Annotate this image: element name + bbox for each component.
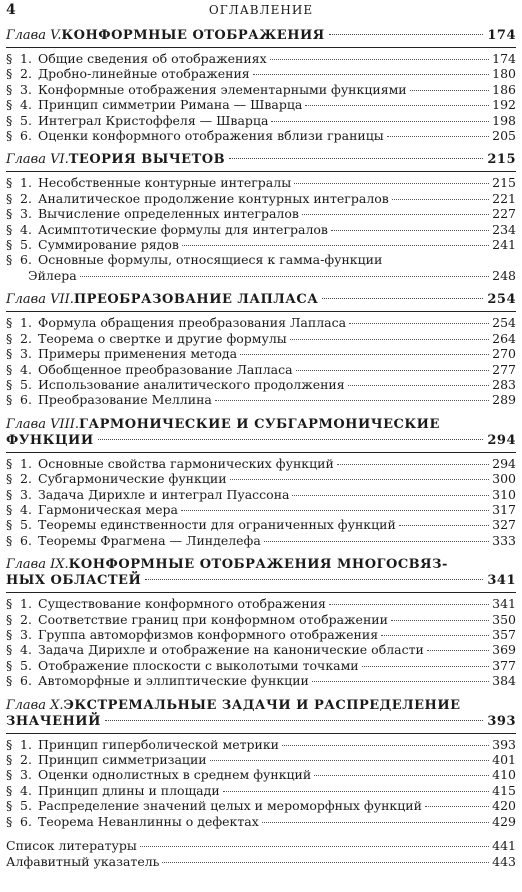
toc-entry[interactable]	[6, 502, 516, 517]
toc-entry[interactable]	[6, 191, 516, 206]
toc-entry[interactable]	[6, 783, 516, 798]
toc-entry[interactable]	[6, 838, 516, 854]
toc-entry[interactable]	[6, 377, 516, 392]
dot-leader	[181, 510, 489, 511]
section-sign: §	[6, 206, 13, 222]
section-page: 420	[492, 798, 516, 814]
chapter-block	[6, 292, 516, 407]
section-sign: §	[6, 657, 13, 673]
toc-entry[interactable]	[6, 517, 516, 532]
dot-leader	[425, 806, 489, 807]
section-sign: §	[6, 736, 13, 752]
chapter-heading	[6, 417, 516, 453]
toc-entry[interactable]	[6, 456, 516, 471]
section-sign: §	[6, 798, 13, 814]
dot-leader	[329, 604, 489, 605]
section-number: 2.	[20, 190, 32, 206]
section-number: 3.	[20, 626, 32, 642]
section-number: 1.	[20, 51, 32, 66]
dot-leader	[271, 121, 489, 122]
dot-leader	[322, 298, 483, 299]
section-number: 5.	[20, 376, 32, 392]
section-number: 5.	[20, 517, 32, 533]
chapter-label: Глава VIII.	[6, 416, 80, 432]
chapter-label: Глава IX.	[6, 557, 69, 573]
toc-entry[interactable]	[6, 487, 516, 502]
section-page: 174	[492, 51, 516, 66]
section-sign: §	[6, 237, 13, 253]
section-title: Аналитическое продолжение контурных интегралов	[38, 190, 389, 206]
section-title: Интеграл Кристоффеля — Шварца	[38, 112, 269, 128]
table-of-contents	[6, 28, 516, 870]
section-sign: §	[6, 767, 13, 783]
section-title: Оценки однолистных в среднем функций	[38, 767, 312, 783]
section-sign: §	[6, 517, 13, 533]
section-page: 377	[492, 657, 516, 673]
dot-leader	[223, 791, 489, 792]
section-sign: §	[6, 486, 13, 502]
section-title: Принцип симметрии Римана — Шварца	[38, 97, 303, 113]
chapter-page: 215	[487, 152, 516, 168]
chapter-title-cont: ФУНКЦИИ	[6, 432, 94, 448]
dot-leader	[282, 745, 489, 746]
section-sign: §	[6, 97, 13, 113]
toc-entry[interactable]	[6, 658, 516, 673]
toc-entry[interactable]	[6, 315, 516, 330]
dot-leader	[98, 439, 484, 440]
chapter-heading	[6, 557, 516, 593]
chapter-label: Глава VII.	[6, 292, 74, 308]
chapter-heading-line	[6, 698, 516, 714]
chapter-label: Глава VI.	[6, 152, 69, 168]
dot-leader	[145, 579, 483, 580]
section-title: Теорема о свертке и другие формулы	[38, 330, 287, 346]
section-sign: §	[6, 642, 13, 658]
toc-entry[interactable]	[6, 673, 516, 688]
section-sign: §	[6, 66, 13, 82]
section-number: 6.	[20, 392, 32, 408]
section-page: 283	[492, 376, 516, 392]
toc-entry[interactable]	[6, 51, 516, 66]
chapter-heading-line	[6, 28, 516, 44]
chapter-heading-line	[6, 573, 516, 589]
section-page: 384	[492, 673, 516, 689]
toc-entry[interactable]	[6, 346, 516, 361]
section-page: 180	[492, 66, 516, 82]
toc-entry[interactable]	[6, 128, 516, 143]
dot-leader	[264, 541, 489, 542]
section-number: 2.	[20, 752, 32, 767]
chapter-page: 174	[487, 28, 516, 43]
section-page: 192	[492, 97, 516, 113]
section-title: Асимптотические формулы для интегралов	[38, 221, 328, 237]
section-sign: §	[6, 392, 13, 408]
chapter-title: ПРЕОБРАЗОВАНИЕ ЛАПЛАСА	[73, 292, 319, 308]
chapter-label: Глава V.	[6, 28, 62, 43]
section-title: Общие сведения об отображениях	[38, 51, 267, 66]
dot-leader	[140, 846, 489, 847]
chapter-heading-line	[6, 292, 516, 308]
dot-leader	[427, 650, 489, 651]
section-sign: §	[6, 532, 13, 548]
section-sign: §	[6, 175, 13, 191]
dot-leader	[290, 339, 489, 340]
chapter-block	[6, 152, 516, 283]
section-page: 393	[492, 736, 516, 752]
section-number: 3.	[20, 206, 32, 222]
chapter-title: КОНФОРМНЫЕ ОТОБРАЖЕНИЯ МНОГОСВЯЗ-	[68, 557, 448, 573]
toc-entry[interactable]	[6, 66, 516, 81]
section-title: Задача Дирихле и отображение на канонические области	[38, 642, 424, 658]
section-page: 289	[492, 392, 516, 408]
chapter-block	[6, 698, 516, 829]
section-number: 1.	[20, 315, 32, 331]
section-number: 1.	[20, 736, 32, 752]
toc-entry[interactable]	[6, 331, 516, 346]
section-title: Теоремы единственности для ограниченных функций	[38, 517, 396, 533]
section-number: 5.	[20, 112, 32, 128]
dot-leader	[312, 681, 489, 682]
section-sign: §	[6, 128, 13, 144]
toc-entry[interactable]	[6, 471, 516, 486]
section-title: Автоморфные и эллиптические функции	[38, 673, 309, 689]
section-title: Суммирование рядов	[38, 237, 179, 253]
section-page: 221	[492, 190, 516, 206]
dot-leader	[253, 74, 489, 75]
back-matter	[6, 838, 516, 870]
chapter-page: 294	[487, 432, 516, 448]
chapter-block	[6, 557, 516, 688]
dot-leader	[329, 34, 484, 35]
section-page: 415	[492, 782, 516, 798]
section-page: 248	[492, 267, 516, 283]
chapter-title: КОНФОРМНЫЕ ОТОБРАЖЕНИЯ	[61, 28, 325, 43]
dot-leader	[294, 183, 489, 184]
section-title: Примеры применения метода	[38, 346, 238, 362]
toc-entry[interactable]	[6, 82, 516, 97]
section-number: 6.	[20, 252, 32, 268]
dot-leader	[362, 666, 489, 667]
section-number: 4.	[20, 97, 32, 113]
back-matter-page: 443	[492, 854, 516, 870]
dot-leader	[348, 385, 489, 386]
toc-entry[interactable]	[6, 97, 516, 112]
section-title: Принцип длины и площади	[38, 782, 220, 798]
dot-leader	[80, 276, 489, 277]
section-title: Несобственные контурные интегралы	[38, 175, 292, 191]
section-number: 3.	[20, 81, 32, 97]
section-sign: §	[6, 782, 13, 798]
section-page: 254	[492, 315, 516, 331]
dot-leader	[270, 59, 489, 60]
dot-leader	[399, 525, 489, 526]
section-title: Использование аналитического продолжения	[38, 376, 345, 392]
section-number: 4.	[20, 361, 32, 377]
back-matter-title: Список литературы	[6, 838, 137, 854]
dot-leader	[391, 620, 489, 621]
section-number: 4.	[20, 642, 32, 658]
section-number: 4.	[20, 221, 32, 237]
dot-leader	[262, 822, 489, 823]
section-sign: §	[6, 673, 13, 689]
dot-leader	[229, 158, 483, 159]
section-title: Обобщенное преобразование Лапласа	[38, 361, 293, 377]
toc-entry[interactable]	[6, 252, 516, 267]
dot-leader	[410, 90, 489, 91]
section-number: 2.	[20, 330, 32, 346]
chapter-heading-line	[6, 433, 516, 449]
toc-entry[interactable]	[6, 533, 516, 548]
toc-entry[interactable]	[6, 362, 516, 377]
toc-page	[6, 0, 516, 870]
section-number: 3.	[20, 346, 32, 362]
section-sign: §	[6, 361, 13, 377]
section-title: Задача Дирихле и интеграл Пуассона	[38, 486, 290, 502]
section-number: 6.	[20, 128, 32, 144]
section-sign: §	[6, 455, 13, 471]
dot-leader	[182, 245, 489, 246]
chapter-heading-line	[6, 152, 516, 168]
toc-entry[interactable]	[6, 737, 516, 752]
chapter-title: ТЕОРИЯ ВЫЧЕТОВ	[68, 152, 226, 168]
section-sign: §	[6, 190, 13, 206]
chapter-heading	[6, 152, 516, 172]
section-page: 294	[492, 455, 516, 471]
section-title: Группа автоморфизмов конформного отображения	[38, 626, 379, 642]
section-page: 401	[492, 752, 516, 767]
section-sign: §	[6, 346, 13, 362]
chapter-block	[6, 417, 516, 548]
section-sign: §	[6, 376, 13, 392]
chapter-title: ЭКСТРЕМАЛЬНЫЕ ЗАДАЧИ И РАСПРЕДЕЛЕНИЕ	[63, 697, 461, 713]
toc-entry[interactable]	[6, 854, 516, 870]
section-sign: §	[6, 471, 13, 487]
section-page: 198	[492, 112, 516, 128]
section-number: 5.	[20, 237, 32, 253]
section-title: Существование конформного отображения	[38, 596, 326, 612]
section-sign: §	[6, 221, 13, 237]
dot-leader	[302, 214, 489, 215]
section-page: 369	[492, 642, 516, 658]
dot-leader	[230, 479, 489, 480]
chapter-title-cont: ЗНАЧЕНИЙ	[6, 713, 101, 729]
section-page: 270	[492, 346, 516, 362]
section-sign: §	[6, 752, 13, 767]
section-page: 215	[492, 175, 516, 191]
toc-entry[interactable]	[6, 642, 516, 657]
toc-entry[interactable]	[6, 392, 516, 407]
section-page: 327	[492, 517, 516, 533]
back-matter-title: Алфавитный указатель	[6, 854, 160, 870]
section-page: 234	[492, 221, 516, 237]
section-number: 4.	[20, 501, 32, 517]
toc-entry[interactable]	[6, 237, 516, 252]
section-number: 2.	[20, 471, 32, 487]
page-header	[6, 2, 516, 18]
section-title: Эйлера	[28, 267, 77, 283]
dot-leader	[292, 495, 489, 496]
chapter-page: 341	[487, 573, 516, 589]
section-page: 205	[492, 128, 516, 144]
section-title: Преобразование Меллина	[38, 392, 212, 408]
chapter-heading-line	[6, 417, 516, 433]
toc-entry[interactable]	[6, 113, 516, 128]
section-page: 264	[492, 330, 516, 346]
section-title: Дробно-линейные отображения	[38, 66, 250, 82]
section-number: 1.	[20, 596, 32, 612]
chapter-label: Глава X.	[6, 697, 64, 713]
section-sign: §	[6, 112, 13, 128]
page-number: 4	[6, 2, 17, 18]
dot-leader	[381, 635, 489, 636]
dot-leader	[215, 400, 489, 401]
chapter-heading	[6, 28, 516, 48]
section-title: Основные формулы, относящиеся к гамма-функции	[38, 252, 383, 268]
toc-entry[interactable]	[6, 222, 516, 237]
chapter-heading-line	[6, 557, 516, 573]
section-sign: §	[6, 315, 13, 331]
chapter-heading	[6, 698, 516, 734]
section-number: 2.	[20, 66, 32, 82]
section-page: 341	[492, 596, 516, 612]
section-number: 5.	[20, 657, 32, 673]
section-title: Отображение плоскости с выколотыми точками	[38, 657, 359, 673]
section-page: 241	[492, 237, 516, 253]
toc-entry[interactable]	[6, 798, 516, 813]
chapter-page: 254	[487, 292, 516, 308]
dot-leader	[331, 230, 489, 231]
chapter-title-cont: НЫХ ОБЛАСТЕЙ	[6, 573, 142, 589]
section-title: Субгармонические функции	[38, 471, 227, 487]
dot-leader	[305, 105, 489, 106]
dot-leader	[105, 720, 483, 721]
chapter-heading-line	[6, 714, 516, 730]
section-number: 5.	[20, 798, 32, 814]
chapter-title: ГАРМОНИЧЕСКИЕ И СУБГАРМОНИЧЕСКИЕ	[79, 416, 440, 432]
chapter-page: 393	[487, 713, 516, 729]
section-number: 2.	[20, 611, 32, 627]
section-number: 1.	[20, 455, 32, 471]
section-page: 186	[492, 81, 516, 97]
section-page: 317	[492, 501, 516, 517]
section-number: 3.	[20, 767, 32, 783]
toc-entry[interactable]	[6, 814, 516, 829]
section-sign: §	[6, 81, 13, 97]
dot-leader	[314, 775, 489, 776]
section-sign: §	[6, 813, 13, 829]
section-sign: §	[6, 51, 13, 66]
section-number: 6.	[20, 673, 32, 689]
toc-entry[interactable]	[6, 612, 516, 627]
dot-leader	[162, 862, 489, 863]
dot-leader	[349, 323, 489, 324]
section-number: 6.	[20, 532, 32, 548]
toc-entry[interactable]	[6, 175, 516, 190]
section-title: Теоремы Фрагмена — Линделефа	[38, 532, 261, 548]
section-sign: §	[6, 330, 13, 346]
section-title: Формула обращения преобразования Лапласа	[38, 315, 347, 331]
toc-entry[interactable]	[6, 206, 516, 221]
section-page: 350	[492, 611, 516, 627]
section-title: Основные свойства гармонических функций	[38, 455, 334, 471]
section-title: Распределение значений целых и мероморфных функций	[38, 798, 422, 814]
toc-entry[interactable]	[6, 767, 516, 782]
section-title: Принцип симметризации	[38, 752, 207, 767]
section-page: 310	[492, 486, 516, 502]
section-title: Соответствие границ при конформном отображении	[38, 611, 388, 627]
section-page: 227	[492, 206, 516, 222]
section-number: 4.	[20, 782, 32, 798]
section-page: 333	[492, 532, 516, 548]
section-page: 300	[492, 471, 516, 487]
chapter-block	[6, 28, 516, 143]
section-sign: §	[6, 501, 13, 517]
toc-entry[interactable]	[6, 268, 516, 283]
toc-entry[interactable]	[6, 627, 516, 642]
section-title: Теорема Неванлинны о дефектах	[38, 813, 259, 829]
section-sign: §	[6, 611, 13, 627]
section-title: Конформные отображения элементарными функциями	[38, 81, 407, 97]
section-page: 277	[492, 361, 516, 377]
section-title: Оценки конформного отображения вблизи границы	[38, 128, 384, 144]
chapter-heading	[6, 292, 516, 312]
section-number: 3.	[20, 486, 32, 502]
section-number: 1.	[20, 175, 32, 191]
back-matter-page: 441	[492, 838, 516, 854]
section-title: Вычисление определенных интегралов	[38, 206, 299, 222]
toc-entry[interactable]	[6, 752, 516, 767]
section-page: 429	[492, 813, 516, 829]
toc-entry[interactable]	[6, 596, 516, 611]
section-sign: §	[6, 252, 13, 268]
dot-leader	[337, 464, 489, 465]
section-number: 6.	[20, 813, 32, 829]
section-sign: §	[6, 596, 13, 612]
dot-leader	[392, 199, 489, 200]
section-page: 357	[492, 626, 516, 642]
dot-leader	[296, 370, 489, 371]
dot-leader	[387, 136, 489, 137]
page-title: ОГЛАВЛЕНИЕ	[208, 3, 314, 17]
dot-leader	[210, 760, 489, 761]
dot-leader	[240, 354, 489, 355]
section-title: Принцип гиперболической метрики	[38, 736, 279, 752]
section-sign: §	[6, 626, 13, 642]
section-title: Гармоническая мера	[38, 501, 179, 517]
section-page: 410	[492, 767, 516, 783]
